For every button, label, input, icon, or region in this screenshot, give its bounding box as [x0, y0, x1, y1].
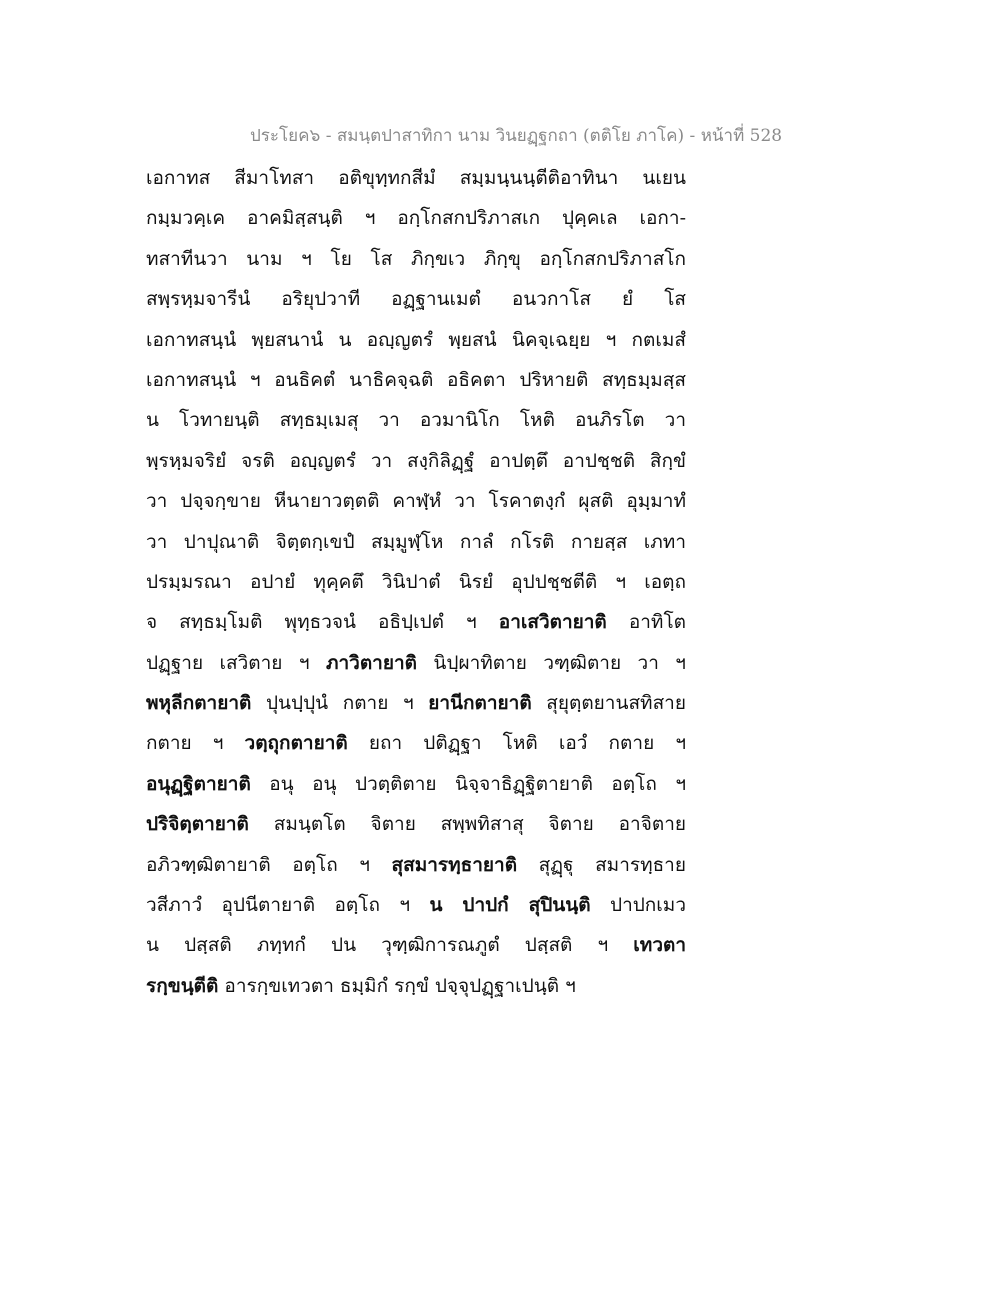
text-line	[146, 764, 686, 804]
bold-term: น ปาปกํ สุปินนฺติ	[429, 894, 591, 917]
text-line	[146, 522, 686, 562]
text-line	[146, 562, 686, 602]
text-segment: กมฺมวคฺเค อาคมิสฺสนฺติ ฯ อกฺโกสกปริภาสเก ปุคฺคเล เอกา-	[146, 207, 686, 230]
bold-term: พหุลีกตายาติ	[146, 692, 252, 715]
page-header-text: ประโยค๖ - สมนฺตปาสาทิกา นาม วินยฏฺฐกถา (ตติโย ภาโค) - หน้าที่ 528	[250, 126, 783, 146]
text-segment: สุยุตฺตยานสทิสาย	[531, 692, 686, 715]
bold-term: รกฺขนฺตีติ	[146, 974, 219, 997]
text-segment: อาทิโต	[606, 611, 686, 634]
bold-term: เทวตา	[633, 934, 686, 957]
bold-term: ปริจิตฺตายาติ	[146, 813, 249, 836]
text-segment: ปรมฺมรณา อปายํ ทุคฺคตึ วินิปาตํ นิรยํ อุปปชฺชตีติ ฯ เอตฺถ	[146, 570, 686, 593]
bold-term: ภาวิตายาติ	[325, 651, 417, 674]
text-segment: จ สทฺธมฺโมติ พุทฺธวจนํ อธิปฺเปตํ ฯ	[146, 611, 499, 634]
bold-term: อนุฏฺฐิตายาติ	[146, 772, 251, 795]
text-line	[146, 239, 686, 279]
text-line	[146, 845, 686, 885]
text-line	[146, 400, 686, 440]
text-segment: อนุ อนุ ปวตฺติตาย นิจฺจาธิฏฺฐิตายาติ อตฺโถ ฯ	[250, 772, 686, 795]
text-segment: สพฺรหฺมจารีนํ อริยุปวาที อฏฺฐานเมตํ อนวกาโส ยํ โส	[146, 288, 686, 311]
text-segment: ปาปกเมว	[590, 894, 686, 917]
text-line	[146, 320, 686, 360]
text-segment: เอกาทสนฺนํ พฺยสนานํ น อญฺญตรํ พฺยสนํ นิคจฺเฉยฺย ฯ กตเมสํ	[146, 328, 686, 351]
text-line	[146, 481, 686, 521]
text-segment: สุฏฺฐุ สมารทฺธาย	[517, 853, 686, 876]
text-segment: เอกาทสนฺนํ ฯ อนธิคตํ นาธิคจฺฉติ อธิคตา ปริหายติ สทฺธมฺมสฺส	[146, 368, 686, 391]
body-text	[146, 158, 686, 1006]
text-line	[146, 925, 686, 965]
text-line	[146, 643, 686, 683]
bold-term: วตฺถุกตายาติ	[244, 732, 348, 755]
text-line	[146, 279, 686, 319]
text-segment: วา ปจฺจกฺขาย หีนายาวตฺตติ คาฬฺหํ วา โรคาตงฺกํ ผุสติ อุมฺมาทํ	[146, 490, 686, 513]
text-line	[146, 804, 686, 844]
text-segment: ยถา ปติฏฺฐา โหติ เอวํ กตาย ฯ	[347, 732, 686, 755]
text-segment: เอกาทส สีมาโทสา อติขุทฺทกสีมํ สมฺมนฺนนฺตีติอาทินา นเยน	[146, 167, 686, 189]
text-segment: ปุนปฺปุนํ กตาย ฯ	[251, 692, 429, 715]
bold-term: สุสมารทฺธายาติ	[391, 853, 518, 876]
text-line	[146, 602, 686, 642]
text-line	[146, 683, 686, 723]
text-segment: อารกฺขเทวตา ธมฺมิกํ รกฺขํ ปจฺจุปฏฺฐาเปนฺติ ฯ	[218, 974, 576, 997]
text-segment: นิปฺผาทิตาย วฑฺฒิตาย วา ฯ	[416, 651, 686, 674]
text-segment: อภิวฑฺฒิตายาติ อตฺโถ ฯ	[146, 853, 392, 876]
text-line	[146, 158, 686, 198]
text-segment: ปฏฺฐาย เสวิตาย ฯ	[146, 651, 326, 674]
bold-term: ยานีกตายาติ	[428, 692, 532, 715]
text-segment: วสีภาวํ อุปนีตายาติ อตฺโถ ฯ	[146, 894, 430, 917]
text-segment: น โวทายนฺติ สทฺธมฺเมสุ วา อวมานิโก โหติ อนภิรโต วา	[146, 409, 686, 432]
text-line	[146, 723, 686, 763]
bold-term: อาเสวิตายาติ	[498, 611, 607, 634]
text-line	[146, 441, 686, 481]
text-line	[146, 885, 686, 925]
text-segment: วา ปาปุณาติ จิตฺตกฺเขปํ สมฺมูฬฺโห กาลํ กโรติ กายสฺส เภทา	[146, 530, 686, 553]
text-line	[146, 966, 686, 1006]
text-segment: สมนฺตโต จิตาย สพฺพทิสาสุ จิตาย อาจิตาย	[248, 813, 686, 836]
text-line	[146, 360, 686, 400]
text-segment: น ปสฺสติ ภทฺทกํ ปน วุฑฺฒิการณภูตํ ปสฺสติ ฯ	[146, 934, 634, 957]
text-segment: ทสาทีนวา นาม ฯ โย โส ภิกฺขเว ภิกฺขุ อกฺโกสกปริภาสโก	[146, 247, 686, 270]
text-segment: พฺรหฺมจริยํ จรติ อญฺญตรํ วา สงฺกิลิฏฺฐํ อาปตฺตึ อาปชฺชติ สิกฺขํ	[146, 449, 686, 472]
text-line	[146, 198, 686, 238]
text-segment: กตาย ฯ	[146, 732, 245, 755]
